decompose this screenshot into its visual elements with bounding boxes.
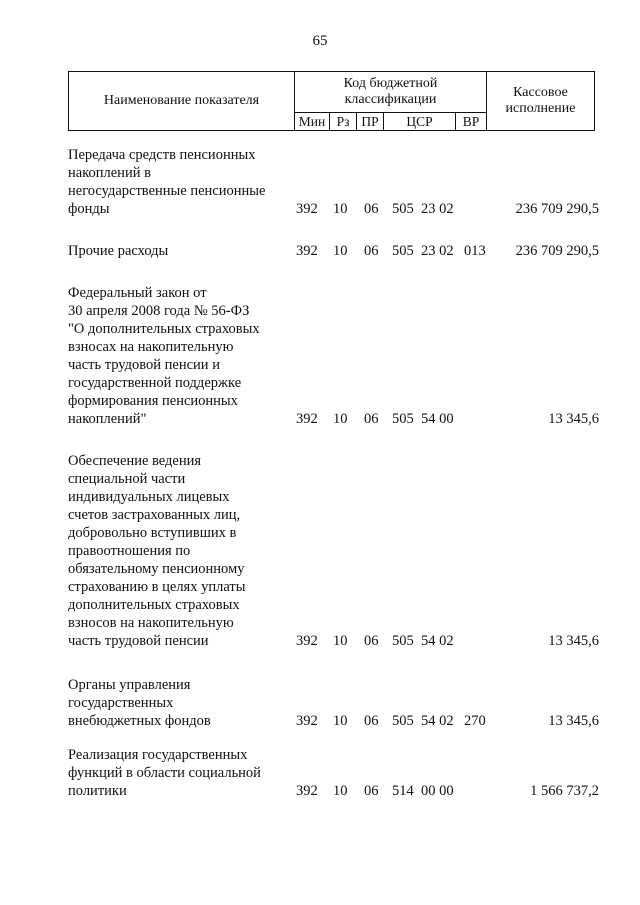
row-min: 392	[296, 201, 318, 217]
row-name-line: добровольно вступивших в	[68, 525, 237, 541]
row-amount: 236 709 290,5	[515, 243, 599, 259]
page-number: 65	[312, 33, 328, 49]
row-name-line: правоотношения по	[68, 543, 191, 559]
row-pr: 06	[364, 411, 379, 427]
header-cash-line1: Кассовое	[513, 85, 568, 100]
row-csr1: 505	[392, 633, 414, 649]
row-csr1: 505	[392, 201, 414, 217]
row-name	[68, 452, 298, 650]
row-name-line: внебюджетных фондов	[68, 713, 211, 729]
row-rz: 10	[333, 783, 348, 799]
header-name-cell	[69, 72, 295, 131]
row-rz: 10	[333, 201, 348, 217]
row-name-line: формирования пенсионных	[68, 393, 238, 409]
row-name-line: страхованию в целях уплаты	[68, 579, 246, 595]
row-amount: 1 566 737,2	[530, 783, 599, 799]
row-amount: 236 709 290,5	[515, 201, 599, 217]
row-name	[68, 676, 298, 730]
row-min: 392	[296, 243, 318, 259]
row-csr1: 505	[392, 243, 414, 259]
table-header	[68, 71, 595, 131]
row-name-line: Реализация государственных	[68, 747, 248, 763]
row-name-line: Прочие расходы	[68, 243, 169, 259]
row-name-line: государственных	[68, 695, 174, 711]
row-vr: 013	[464, 243, 486, 259]
row-name-line: взносов на накопительную	[68, 615, 234, 631]
row-name-line: Передача средств пенсионных	[68, 147, 256, 163]
row-name-line: обязательному пенсионному	[68, 561, 245, 577]
row-pr: 06	[364, 243, 379, 259]
row-name-line: "О дополнительных страховых	[68, 321, 260, 337]
row-name	[68, 284, 298, 428]
row-name-line: Обеспечение ведения	[68, 453, 202, 469]
header-pr: ПР	[357, 113, 384, 131]
row-name-line: Федеральный закон от	[68, 285, 207, 301]
row-name-line: функций в области социальной	[68, 765, 261, 781]
row-name-line: часть трудовой пенсии и	[68, 357, 220, 373]
header-csr: ЦСР	[384, 113, 456, 131]
header-code-line1: Код бюджетной	[343, 76, 438, 91]
row-name-line: счетов застрахованных лиц,	[68, 507, 241, 523]
row-name-line: взносах на накопительную	[68, 339, 234, 355]
row-name-line: Органы управления	[68, 677, 191, 693]
row-amount: 13 345,6	[548, 411, 599, 427]
row-csr1: 514	[392, 783, 414, 799]
row-pr: 06	[364, 201, 379, 217]
row-pr: 06	[364, 633, 379, 649]
row-name-line: 30 апреля 2008 года № 56-ФЗ	[68, 303, 250, 319]
header-min: Мин	[295, 113, 330, 131]
row-csr2: 23 02	[421, 243, 454, 259]
header-cash-cell	[487, 72, 595, 131]
row-name	[68, 242, 298, 260]
row-name	[68, 746, 298, 800]
header-vr: ВР	[456, 113, 487, 131]
header-code-line2: классификации	[344, 92, 437, 107]
row-amount: 13 345,6	[548, 633, 599, 649]
row-rz: 10	[333, 243, 348, 259]
header-rz: Рз	[330, 113, 357, 131]
row-min: 392	[296, 411, 318, 427]
row-rz: 10	[333, 633, 348, 649]
row-csr2: 00 00	[421, 783, 454, 799]
header-code-cell	[295, 72, 487, 113]
row-csr2: 23 02	[421, 201, 454, 217]
row-csr2: 54 02	[421, 633, 454, 649]
row-rz: 10	[333, 713, 348, 729]
row-name-line: индивидуальных лицевых	[68, 489, 230, 505]
row-vr: 270	[464, 713, 486, 729]
row-csr1: 505	[392, 713, 414, 729]
row-min: 392	[296, 633, 318, 649]
row-csr1: 505	[392, 411, 414, 427]
row-name-line: накоплений в	[68, 165, 151, 181]
row-name-line: негосударственные пенсионные	[68, 183, 266, 199]
header-name-label: Наименование показателя	[103, 93, 260, 108]
row-name-line: политики	[68, 783, 127, 799]
row-rz: 10	[333, 411, 348, 427]
row-name-line: государственной поддержке	[68, 375, 242, 391]
row-pr: 06	[364, 783, 379, 799]
row-pr: 06	[364, 713, 379, 729]
row-name-line: специальной части	[68, 471, 186, 487]
row-name	[68, 146, 298, 218]
row-name-line: дополнительных страховых	[68, 597, 240, 613]
row-min: 392	[296, 713, 318, 729]
row-name-line: часть трудовой пенсии	[68, 633, 209, 649]
row-csr2: 54 02	[421, 713, 454, 729]
row-csr2: 54 00	[421, 411, 454, 427]
row-name-line: фонды	[68, 201, 110, 217]
row-min: 392	[296, 783, 318, 799]
row-name-line: накоплений"	[68, 411, 147, 427]
header-cash-line2: исполнение	[505, 101, 576, 116]
row-amount: 13 345,6	[548, 713, 599, 729]
